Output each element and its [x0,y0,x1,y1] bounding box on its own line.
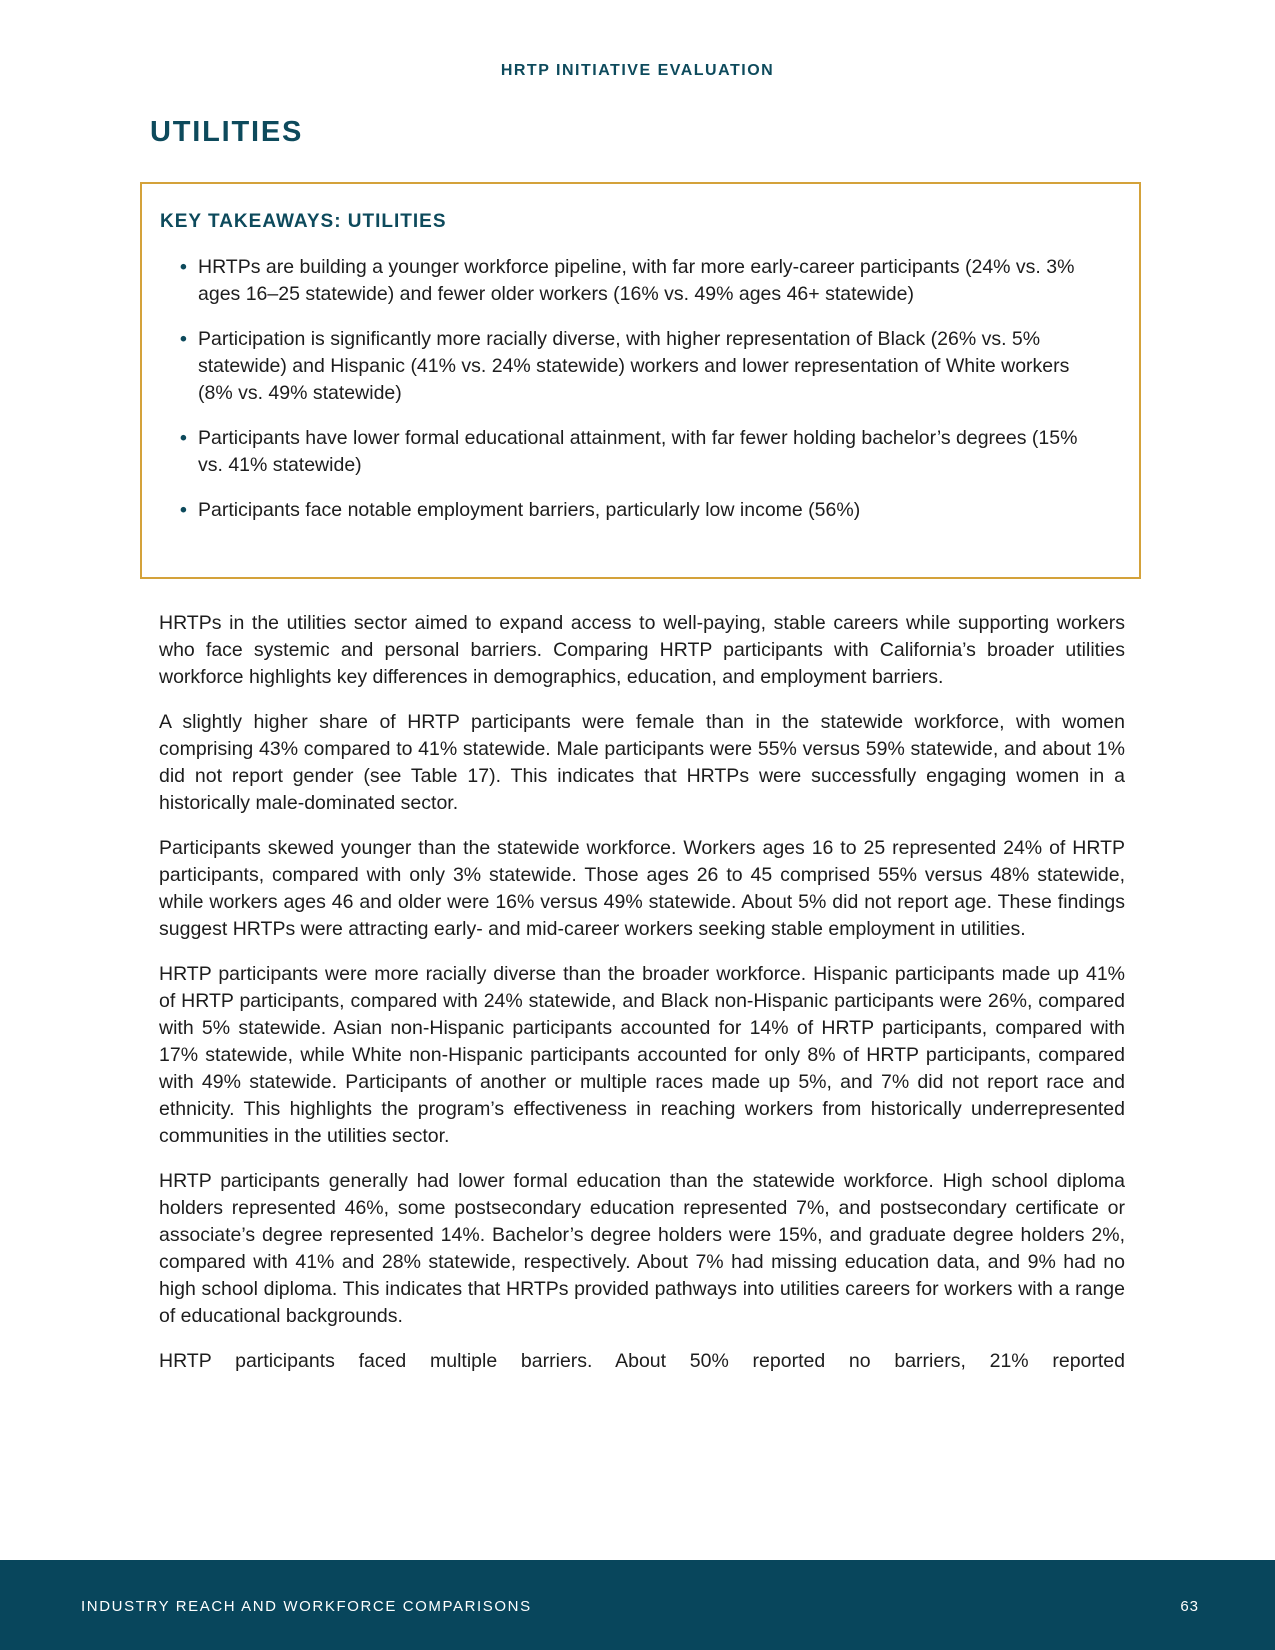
footer-section-label: INDUSTRY REACH AND WORKFORCE COMPARISONS [81,1598,532,1615]
running-header: HRTP INITIATIVE EVALUATION [500,62,775,79]
body-text [159,610,1125,1393]
page-number: 63 [1180,1598,1199,1615]
body-paragraph: HRTP participants were more racially diverse than the broader workforce. Hispanic participants made up 41% of HRTP participants, compared with 24% statewide, and Black non-Hispanic participants were 26%, compared with 5% statewide. Asian non-Hispanic participants accounted for 14% of HRTP participants, compared with 17% statewide, while White non-Hispanic participants accounted for only 8% of HRTP participants, compared with 49% statewide. Participants of another or multiple races made up 5%, and 7% did not report race and ethnicity. This highlights the program’s effectiveness in reaching workers from historically underrepresented communities in the utilities sector. [159,963,1125,1147]
bullet-icon: • [180,328,187,350]
body-paragraph: HRTPs in the utilities sector aimed to expand access to well-paying, stable careers while supporting workers who face systemic and personal barriers. Comparing HRTP participants with California’s broader utilities workforce highlights key differences in demographics, education, and employment barriers. [159,612,1125,688]
key-takeaways-box [140,182,1141,579]
body-paragraph: A slightly higher share of HRTP participants were female than in the statewide workforce, with women comprising 43% compared to 41% statewide. Male participants were 55% versus 59% statewide, and about 1% did not report gender (see Table 17). This indicates that HRTPs were successfully engaging women in a historically male-dominated sector. [159,711,1125,814]
takeaway-text: Participants face notable employment barriers, particularly low income (56%) [198,499,861,521]
takeaway-text: Participation is significantly more racially diverse, with higher representation of Black (26% vs. 5% statewide) and Hispanic (41% vs. 24% statewide) workers and lower representation of White workers (8% vs. 49% statewide) [198,328,1070,404]
key-takeaways-list [160,254,1100,542]
bullet-icon: • [180,256,187,278]
footer-band [0,1560,1275,1650]
section-title: UTILITIES [150,116,304,148]
takeaway-item [160,254,1100,308]
takeaway-item [160,497,1100,524]
key-takeaways-title: KEY TAKEAWAYS: UTILITIES [160,211,447,232]
bullet-icon: • [180,499,187,521]
takeaway-item [160,326,1100,407]
takeaway-item [160,425,1100,479]
body-paragraph-continued: HRTP participants faced multiple barriers. About 50% reported no barriers, 21% reported [159,1350,1125,1372]
takeaway-text: HRTPs are building a younger workforce pipeline, with far more early-career participants (24% vs. 3% ages 16–25 statewide) and fewer older workers (16% vs. 49% ages 46+ statewide) [198,256,1075,305]
takeaway-text: Participants have lower formal educational attainment, with far fewer holding bachelor’s degrees (15% vs. 41% statewide) [198,427,1078,476]
body-paragraph: Participants skewed younger than the statewide workforce. Workers ages 16 to 25 represented 24% of HRTP participants, compared with only 3% statewide. Those ages 26 to 45 comprised 55% versus 48% statewide, while workers ages 46 and older were 16% versus 49% statewide. About 5% did not report age. These findings suggest HRTPs were attracting early- and mid-career workers seeking stable employment in utilities. [159,837,1125,940]
bullet-icon: • [180,427,187,449]
body-paragraph: HRTP participants generally had lower formal education than the statewide workforce. High school diploma holders represented 46%, some postsecondary education represented 7%, and postsecondary certificate or associate’s degree represented 14%. Bachelor’s degree holders were 15%, and graduate degree holders 2%, compared with 41% and 28% statewide, respectively. About 7% had missing education data, and 9% had no high school diploma. This indicates that HRTPs provided pathways into utilities careers for workers with a range of educational backgrounds. [159,1170,1125,1327]
